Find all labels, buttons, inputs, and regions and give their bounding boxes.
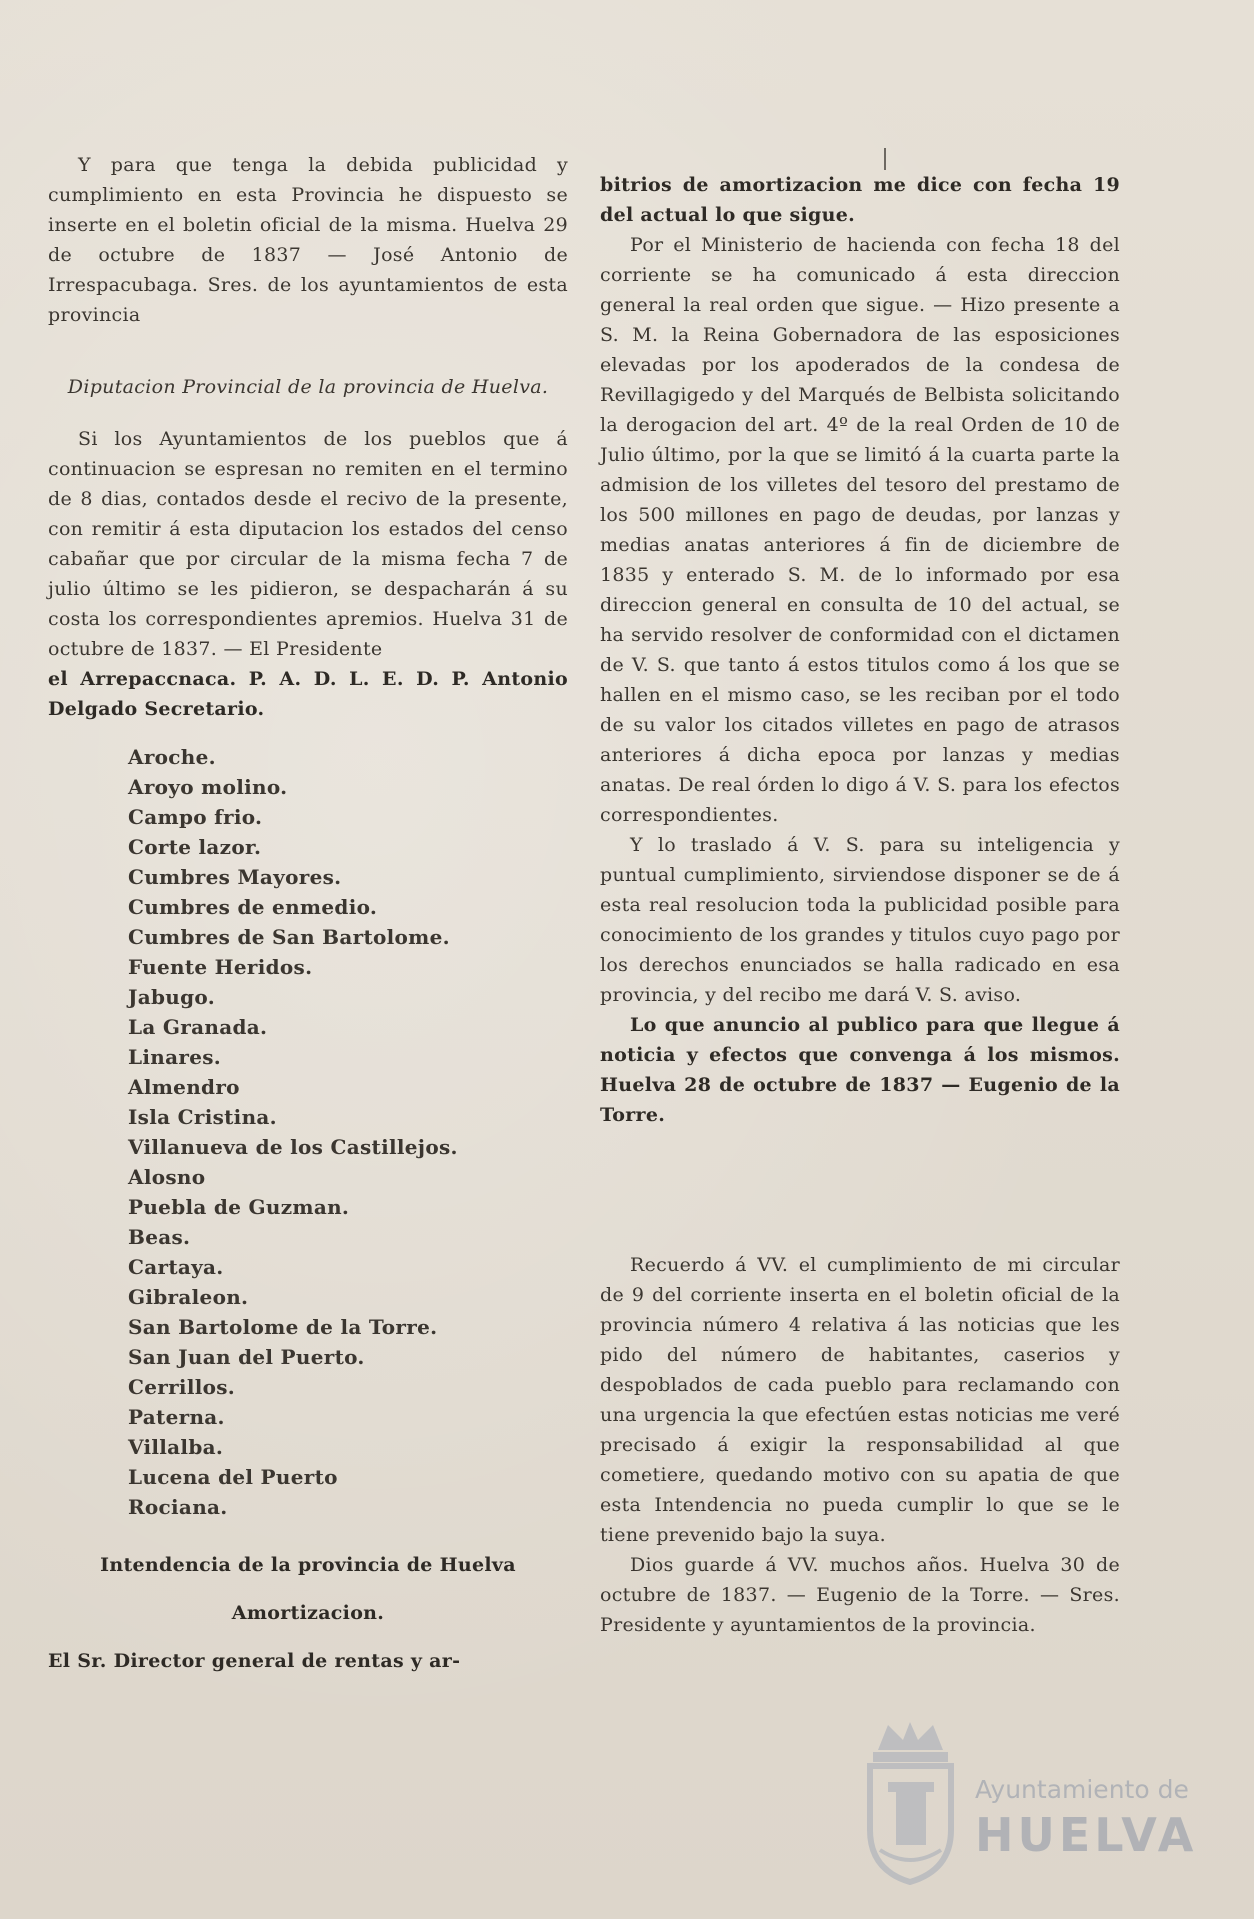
list-item: San Bartolome de la Torre. (128, 1315, 438, 1339)
list-item: Beas. (128, 1225, 191, 1249)
list-item: Gibraleon. (128, 1285, 249, 1309)
signature-line: el Arrepaccnaca. P. A. D. L. E. D. P. Antonio Delgado Secretario. (48, 668, 568, 720)
list-item: Linares. (128, 1045, 222, 1069)
list-item: Aroyo molino. (128, 775, 288, 799)
towns-list (128, 742, 568, 1522)
section-heading-intendencia: Intendencia de la provincia de Huelva (100, 1554, 516, 1576)
right-paragraph-4: Lo que anuncio al publico para que llegue á noticia y efectos que convenga á los mismos. Huelva 28 de octubre de 1837 — Eugenio de la Torre. (600, 1014, 1120, 1126)
watermark-logo (850, 1720, 1250, 1890)
left-paragraph-3: El Sr. Director general de rentas y ar- (48, 1650, 461, 1672)
list-item: Villalba. (128, 1435, 224, 1459)
left-paragraph-2: Si los Ayuntamientos de los pueblos que á continuacion se espresan no remiten en el termino de 8 dias, contados desde el recivo de la presente, con remitir á esta diputacion los estados del censo cabañar que por circular de la misma fecha 7 de julio último se les pidieron, se despacharán á su costa los correspondientes apremios. Huelva 31 de octubre de 1837. — El Presidente (48, 428, 568, 660)
list-item: Corte lazor. (128, 835, 262, 859)
list-item: Alosno (128, 1165, 206, 1189)
section-heading-amortizacion: Amortizacion. (231, 1602, 385, 1624)
list-item: Cerrillos. (128, 1375, 236, 1399)
list-item: Cartaya. (128, 1255, 224, 1279)
right-paragraph-2: Por el Ministerio de hacienda con fecha 18 del corriente se ha comunicado á esta direccion general la real orden que sigue. — Hizo presente a S. M. la Reina Gobernadora de las esposiciones elevadas por los apoderados de la condesa de Revillagigedo y del Marqués de Belbista solicitando la derogacion del art. 4º de la real Orden de 10 de Julio último, por la que se limitó á la cuarta parte la admision de los villetes del tesoro del prestamo de los 500 millones en pago de deudas, por lanzas y medias anatas anteriores á fin de diciembre de 1835 y enterado S. M. de lo informado por esa direccion general en consulta de 10 del actual, se ha servido resolver de conformidad con el dictamen de V. S. que tanto á estos titulos como á los que se hallen en el mismo caso, se les reciban por el todo de su valor los citados villetes en pago de atrasos anteriores á dicha epoca por lanzas y medias anatas. De real órden lo digo á V. S. para los efectos correspondientes. (600, 234, 1120, 826)
list-item: La Granada. (128, 1015, 268, 1039)
list-item: Cumbres de enmedio. (128, 895, 378, 919)
right-paragraph-5: Recuerdo á VV. el cumplimiento de mi circular de 9 del corriente inserta en el boletin oficial de la provincia número 4 relativa á las noticias que les pido del número de habitantes, caserios y despoblados de cada pueblo para reclamando con una urgencia la que efectúen estas noticias me veré precisado á exigir la responsabilidad al que cometiere, quedando motivo con su apatia de que esta Intendencia no pueda cumplir lo que se le tiene prevenido bajo la suya. (600, 1254, 1120, 1546)
list-item: Paterna. (128, 1405, 225, 1429)
section-heading-diputacion: Diputacion Provincial de la provincia de Huelva. (67, 376, 549, 398)
left-paragraph-1: Y para que tenga la debida publicidad y cumplimiento en esta Provincia he dispuesto se inserte en el boletin oficial de la misma. Huelva 29 de octubre de 1837 — José Antonio de Irrespacubaga. Sres. de los ayuntamientos de esta provincia (48, 154, 568, 326)
list-item: Cumbres Mayores. (128, 865, 342, 889)
list-item: Jabugo. (128, 985, 215, 1009)
list-item: Aroche. (128, 745, 216, 769)
left-column (48, 150, 568, 1676)
right-column (600, 170, 1120, 1640)
list-item: Isla Cristina. (128, 1105, 277, 1129)
coat-of-arms-icon (858, 1720, 963, 1885)
right-paragraph-3: Y lo traslado á V. S. para su inteligencia y puntual cumplimiento, sirviendose disponer se de á esta real resolucion toda la publicidad posible para conocimiento de los grandes y titulos cuyo pago por los derechos enunciados se halla radicado en esa provincia, y del recibo me dará V. S. aviso. (600, 834, 1120, 1006)
watermark-line-2: HUELVA (975, 1808, 1198, 1862)
right-paragraph-6: Dios guarde á VV. muchos años. Huelva 30 de octubre de 1837. — Eugenio de la Torre. — Sres. Presidente y ayuntamientos de la provincia. (600, 1554, 1120, 1636)
list-item: Campo frio. (128, 805, 263, 829)
list-item: Rociana. (128, 1495, 228, 1519)
list-item: Cumbres de San Bartolome. (128, 925, 450, 949)
page-mark (884, 148, 886, 170)
list-item: Puebla de Guzman. (128, 1195, 350, 1219)
list-item: San Juan del Puerto. (128, 1345, 365, 1369)
right-paragraph-1: bitrios de amortizacion me dice con fecha 19 del actual lo que sigue. (600, 174, 1120, 226)
list-item: Lucena del Puerto (128, 1465, 338, 1489)
list-item: Fuente Heridos. (128, 955, 313, 979)
watermark-line-1: Ayuntamiento de (975, 1775, 1189, 1804)
list-item: Villanueva de los Castillejos. (128, 1135, 458, 1159)
list-item: Almendro (128, 1075, 240, 1099)
